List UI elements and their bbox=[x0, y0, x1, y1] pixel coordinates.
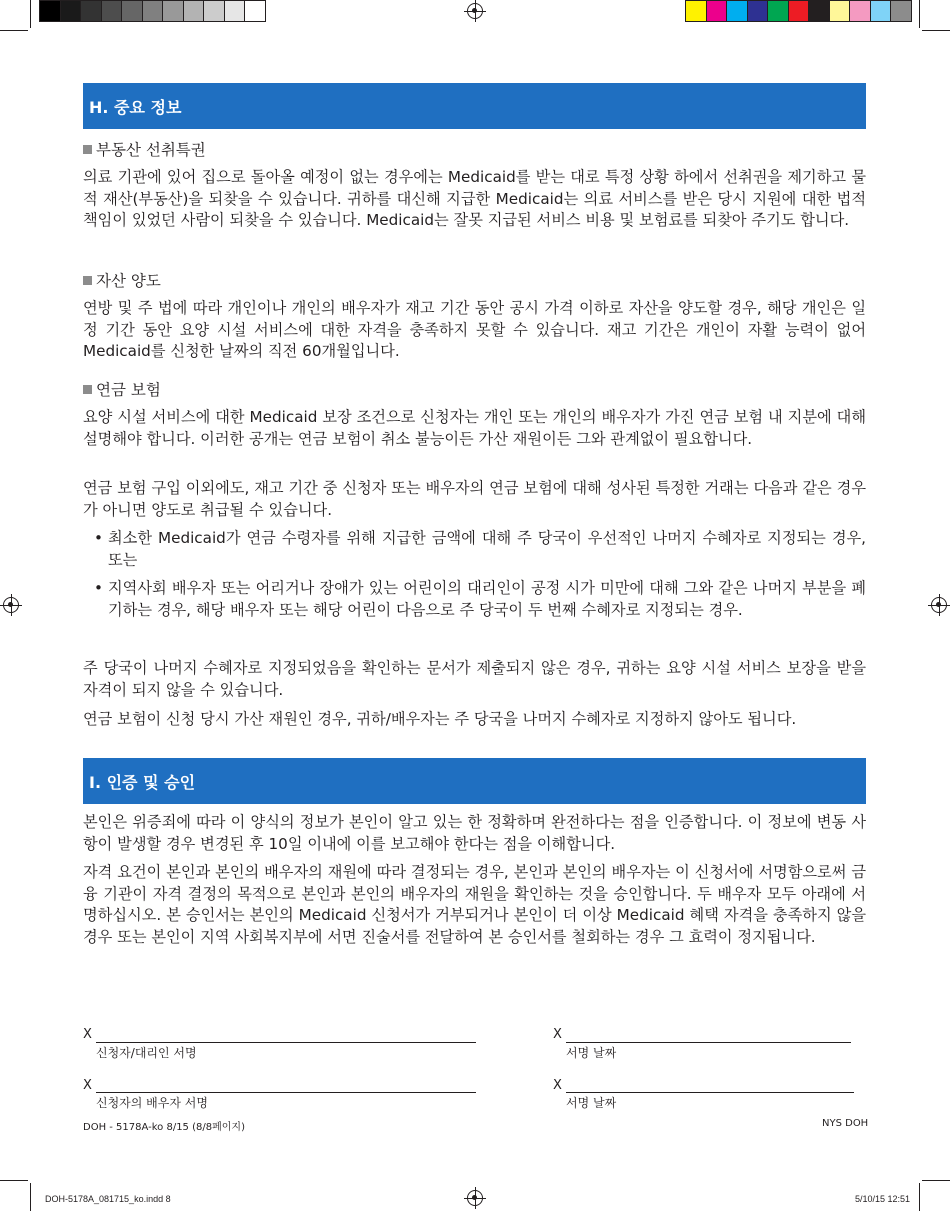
registration-mark-right bbox=[931, 597, 947, 613]
graybar-swatch bbox=[81, 0, 102, 22]
applicant-date-x: X bbox=[553, 1027, 562, 1042]
crop-mark-bottom-right-h bbox=[922, 1180, 950, 1181]
square-bullet-icon bbox=[83, 276, 92, 285]
colorbar-swatch bbox=[871, 0, 892, 22]
applicant-date-line[interactable] bbox=[566, 1042, 851, 1043]
crop-mark-bottom-left-v bbox=[30, 1183, 31, 1211]
slug-file-name: DOH-5178A_081715_ko.indd 8 bbox=[45, 1194, 171, 1204]
graybar-swatch bbox=[61, 0, 82, 22]
subheading-property-lien bbox=[83, 138, 206, 160]
spouse-signature-line[interactable] bbox=[96, 1092, 476, 1093]
subheading-property-lien-text: 부동산 선취특권 bbox=[96, 141, 206, 159]
bullet-second-beneficiary: • 지역사회 배우자 또는 어리거나 장애가 있는 어린이의 대리인이 공정 시가 미만에 대해 그와 같은 나머지 부분을 폐기하는 경우, 해당 배우자 또는 해당 어린이 다음으로 주 당국이 두 번째 수혜자로 지정되는 경우. bbox=[108, 578, 866, 621]
footer-agency: NYS DOH bbox=[822, 1118, 869, 1129]
applicant-date-label: 서명 날짜 bbox=[566, 1046, 617, 1060]
applicant-signature-x: X bbox=[83, 1027, 92, 1042]
colorbar-swatch bbox=[850, 0, 871, 22]
spouse-date-label: 서명 날짜 bbox=[566, 1096, 617, 1110]
spouse-date-x: X bbox=[553, 1078, 562, 1093]
square-bullet-icon bbox=[83, 385, 92, 394]
process-color-bar bbox=[685, 0, 912, 22]
graybar-swatch bbox=[245, 0, 266, 22]
paragraph-annuity-disclosure: 요양 시설 서비스에 대한 Medicaid 보장 조건으로 신청자는 개인 또는 개인의 배우자가 가진 연금 보험 내 지분에 대해 설명해야 합니다. 이러한 공개는 연금 보험이 취소 불능이든 가산 재원이든 그와 관계없이 필요합니다. bbox=[83, 408, 866, 448]
bullet-state-remainder-beneficiary: • 최소한 Medicaid가 연금 수령자를 위해 지급한 금액에 대해 주 당국이 우선적인 나머지 수혜자로 지정되는 경우, 또는 bbox=[108, 528, 866, 571]
graybar-swatch bbox=[143, 0, 164, 22]
colorbar-swatch bbox=[727, 0, 748, 22]
crop-mark-top-left-h bbox=[0, 30, 28, 31]
spouse-signature-x: X bbox=[83, 1078, 92, 1093]
section-i-header bbox=[83, 758, 866, 804]
crop-mark-top-right-v bbox=[919, 0, 920, 28]
paragraph-countable-resource: 연금 보험이 신청 당시 가산 재원인 경우, 귀하/배우자는 주 당국을 나머지 수혜자로 지정하지 않아도 됩니다. bbox=[83, 710, 797, 728]
paragraph-property-lien: 의료 기관에 있어 집으로 돌아올 예정이 없는 경우에는 Medicaid를 받는 대로 특정 상황 하에서 선취권을 제기하고 물적 재산(부동산)을 되찾을 수 있습니다. 귀하를 대신해 지급한 Medicaid는 의료 서비스를 받은 당시 지원에 대한 법적 책임이 있었던 사람이 되찾을 수 있습니다. Medicaid는 잘못 지급된 서비스 비용 및 보험료를 되찾아 주기도 합니다. bbox=[83, 168, 866, 229]
colorbar-swatch bbox=[809, 0, 830, 22]
paragraph-no-documentation: 주 당국이 나머지 수혜자로 지정되었음을 확인하는 문서가 제출되지 않은 경우, 귀하는 요양 시설 서비스 보장을 받을 자격이 되지 않을 수 있습니다. bbox=[83, 659, 866, 699]
registration-mark-bottom bbox=[467, 1190, 483, 1206]
crop-mark-bottom-right-v bbox=[919, 1183, 920, 1211]
paragraph-certification: 본인은 위증죄에 따라 이 양식의 정보가 본인이 알고 있는 한 정확하며 완전하다는 점을 인증합니다. 이 정보에 변동 사항이 발생할 경우 변경된 후 10일 이내에 이를 보고해야 한다는 점을 이해합니다. bbox=[83, 813, 866, 853]
gray-color-bar bbox=[39, 0, 266, 22]
graybar-swatch bbox=[122, 0, 143, 22]
colorbar-swatch bbox=[685, 0, 707, 22]
subheading-annuity-text: 연금 보험 bbox=[96, 381, 161, 399]
section-h-header bbox=[83, 83, 866, 129]
applicant-signature-label: 신청자/대리인 서명 bbox=[96, 1046, 197, 1060]
colorbar-swatch bbox=[789, 0, 810, 22]
colorbar-swatch bbox=[830, 0, 851, 22]
subheading-asset-transfer bbox=[83, 269, 161, 291]
crop-mark-bottom-left-h bbox=[0, 1180, 28, 1181]
spouse-signature-label: 신청자의 배우자 서명 bbox=[96, 1096, 208, 1110]
graybar-swatch bbox=[39, 0, 61, 22]
applicant-signature-line[interactable] bbox=[96, 1042, 476, 1043]
registration-mark-left bbox=[3, 597, 19, 613]
graybar-swatch bbox=[204, 0, 225, 22]
subheading-asset-transfer-text: 자산 양도 bbox=[96, 272, 161, 290]
section-h-title: H. 중요 정보 bbox=[89, 97, 182, 117]
graybar-swatch bbox=[163, 0, 184, 22]
graybar-swatch bbox=[184, 0, 205, 22]
paragraph-annuity-transactions: 연금 보험 구입 이외에도, 재고 기간 중 신청자 또는 배우자의 연금 보험에 대해 성사된 특정한 거래는 다음과 같은 경우가 아니면 양도로 취급될 수 있습니다. bbox=[83, 479, 866, 519]
registration-mark-top bbox=[467, 3, 483, 19]
colorbar-swatch bbox=[891, 0, 912, 22]
crop-mark-top-left-v bbox=[30, 0, 31, 28]
paragraph-asset-transfer: 연방 및 주 법에 따라 개인이나 개인의 배우자가 재고 기간 동안 공시 가격 이하로 자산을 양도할 경우, 해당 개인은 일정 기간 동안 요양 시설 서비스에 대한 자격을 충족하지 못할 수 있습니다. 재고 기간은 개인이 자활 능력이 없어 Medicaid를 신청한 날짜의 직전 60개월입니다. bbox=[83, 299, 866, 360]
colorbar-swatch bbox=[748, 0, 769, 22]
graybar-swatch bbox=[102, 0, 123, 22]
footer-form-id: DOH - 5178A-ko 8/15 (8/8페이지) bbox=[83, 1122, 245, 1133]
slug-date-time: 5/10/15 12:51 bbox=[855, 1194, 911, 1204]
paragraph-authorization: 자격 요건이 본인과 본인의 배우자의 재원에 따라 결정되는 경우, 본인과 본인의 배우자는 이 신청서에 서명함으로써 금융 기관이 자격 결정의 목적으로 본인과 본인의 배우자의 재원을 확인하는 것을 승인합니다. 두 배우자 모두 아래에 서명하십시오. 본 승인서는 본인의 Medicaid 신청서가 거부되거나 본인이 더 이상 Medicaid 혜택 자격을 충족하지 않을 경우 또는 본인이 지역 사회복지부에 서면 진술서를 전달하여 본 승인서를 철회하는 경우 그 효력이 정지됩니다. bbox=[83, 863, 866, 946]
colorbar-swatch bbox=[707, 0, 728, 22]
spouse-date-line[interactable] bbox=[566, 1092, 854, 1093]
graybar-swatch bbox=[225, 0, 246, 22]
section-i-title: I. 인증 및 승인 bbox=[89, 772, 196, 792]
square-bullet-icon bbox=[83, 145, 92, 154]
colorbar-swatch bbox=[768, 0, 789, 22]
subheading-annuity bbox=[83, 378, 161, 400]
crop-mark-top-right-h bbox=[922, 30, 950, 31]
